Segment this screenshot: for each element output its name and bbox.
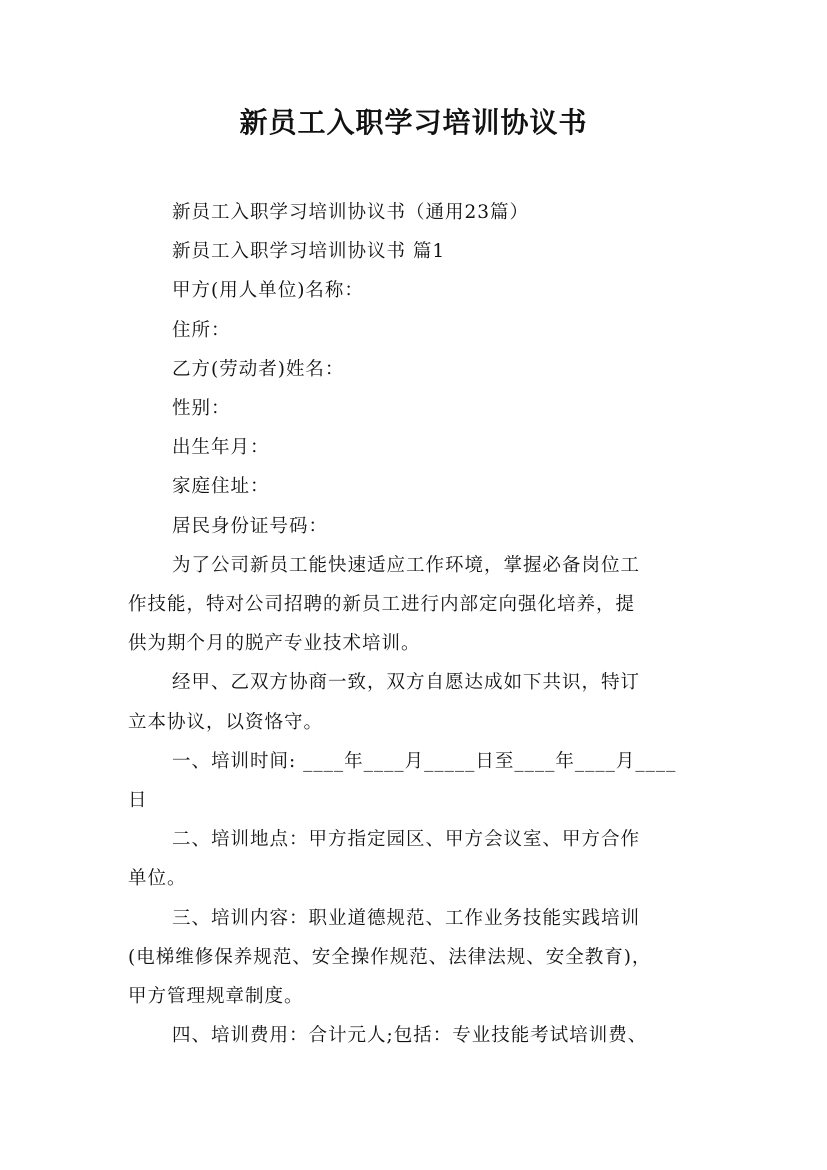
party-a-name-field: 甲方(用人单位)名称：	[172, 280, 364, 302]
paragraph-line: 甲方管理规章制度。	[128, 986, 304, 1008]
subtitle-line: 新员工入职学习培训协议书（通用23篇）	[172, 202, 530, 223]
party-b-name-field: 乙方(劳动者)姓名：	[172, 358, 345, 380]
paragraph-line: 日	[128, 790, 148, 812]
paragraph-line: 供为期个月的脱产专业技术培训。	[128, 633, 421, 655]
section-heading: 新员工入职学习培训协议书 篇1	[172, 241, 446, 263]
document-body	[128, 193, 728, 1055]
paragraph-line: 单位。	[128, 868, 187, 890]
paragraph-line: 经甲、乙双方协商一致，双方自愿达成如下共识，特订	[172, 672, 641, 694]
paragraph-line: 立本协议，以资恪守。	[128, 711, 324, 733]
clause-training-location: 二、培训地点：甲方指定园区、甲方会议室、甲方合作	[172, 829, 641, 851]
paragraph-line: (电梯维修保养规范、安全操作规范、法律法规、安全教育)，	[128, 946, 652, 968]
home-address-field: 家庭住址：	[172, 476, 270, 498]
address-field: 住所：	[172, 319, 231, 341]
id-number-field: 居民身份证号码：	[172, 515, 329, 537]
clause-training-content: 三、培训内容：职业道德规范、工作业务技能实践培训	[172, 907, 641, 929]
clause-training-time: 一、培训时间: ____年____月_____日至____年____月____	[172, 750, 677, 772]
gender-field: 性别：	[172, 398, 231, 420]
document-title: 新员工入职学习培训协议书	[239, 106, 588, 139]
clause-training-fee: 四、培训费用：合计元人;包括：专业技能考试培训费、	[172, 1025, 648, 1047]
paragraph-line: 作技能，特对公司招聘的新员工进行内部定向强化培养，提	[128, 594, 636, 616]
paragraph-line: 为了公司新员工能快速适应工作环境，掌握必备岗位工	[172, 554, 641, 576]
birth-date-field: 出生年月：	[172, 437, 270, 459]
